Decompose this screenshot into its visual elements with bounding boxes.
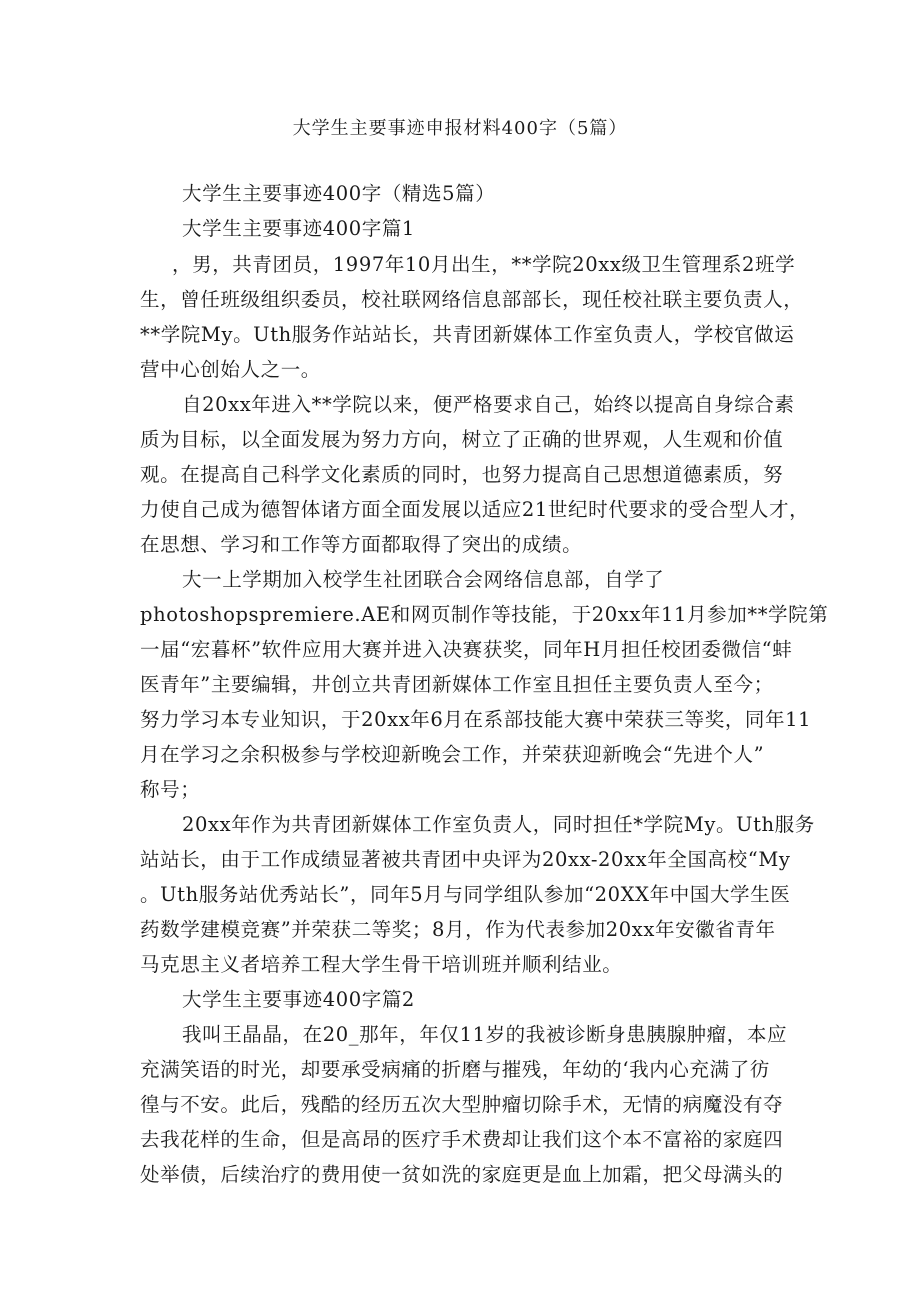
paragraph-line: photoshopspremiere.AE和网页制作等技能，于20xx年11月参加**学院第 xyxy=(140,603,829,626)
paragraph-line: 处举债，后续治疗的费用使一贫如洗的家庭更是血上加霜，把父母满头的 xyxy=(140,1163,784,1186)
paragraph-line: 月在学习之余积极参与学校迎新晚会工作，并荣获迎新晚会“先进个人” xyxy=(140,743,765,766)
document-title: 大学生主要事迹申报材料400字（5篇） xyxy=(292,118,628,139)
paragraph-line: 医青年”主要编辑，井创立共青团新媒体工作室且担任主要负责人至今； xyxy=(140,673,774,696)
section-heading-1: 大学生主要事迹400字篇1 xyxy=(182,217,415,240)
paragraph-line: 20xx年作为共青团新媒体工作室负责人，同时担任*学院My。Uth服务 xyxy=(182,813,815,836)
paragraph-line: 观。在提高自己科学文化素质的同时，也努力提高自己思想道德素质，努 xyxy=(140,463,784,486)
paragraph-line: 自20xx年进入**学院以来，便严格要求自己，始终以提高自身综合素 xyxy=(182,393,795,416)
paragraph-line: 站站长，由于工作成绩显著被共青团中央评为20xx-20xx年全国高校“My xyxy=(140,848,791,871)
paragraph-line: 药数学建模竞赛”并荣获二等奖；8月，作为代表参加20xx年安徽省青年 xyxy=(140,918,776,941)
paragraph-line: 去我花样的生命，但是高昂的医疗手术费却让我们这个本不富裕的家庭四 xyxy=(140,1128,784,1151)
paragraph-line: 马克思主义者培养工程大学生骨干培训班并顺利结业。 xyxy=(140,953,623,976)
paragraph-line: 质为目标，以全面发展为努力方向，树立了正确的世界观，人生观和价值 xyxy=(140,428,784,451)
subtitle: 大学生主要事迹400字（精选5篇） xyxy=(182,182,496,205)
paragraph-line: **学院My。Uth服务作站站长，共青团新媒体工作室负责人，学校官做运 xyxy=(140,323,795,346)
paragraph-line: 称号； xyxy=(140,778,201,801)
paragraph-line: 大一上学期加入校学生社团联合会网络信息部，自学了 xyxy=(182,568,665,591)
paragraph-line: 。Uth服务站优秀站长”，同年5月与同学组队参加“20XX年中国大学生医 xyxy=(140,883,791,906)
paragraph-line: 努力学习本专业知识，于20xx年6月在系部技能大赛中荣获三等奖，同年11 xyxy=(140,708,812,731)
section-heading-2: 大学生主要事迹400字篇2 xyxy=(182,988,415,1011)
paragraph-line: 徨与不安。此后，残酷的经历五次大型肿瘤切除手术，无情的病魔没有夺 xyxy=(140,1093,784,1116)
paragraph-line: 充满笑语的时光，却要承受病痛的折磨与摧残，年幼的‘我内心充满了彷 xyxy=(140,1058,770,1081)
paragraph-line: 一届“宏暮杯”软件应用大赛并进入决赛获奖，同年H月担任校团委微信“蚌 xyxy=(140,638,793,661)
paragraph-line: ，男，共青团员，1997年10月出生，**学院20xx级卫生管理系2班学 xyxy=(172,253,796,276)
paragraph-line: 营中心创始人之一。 xyxy=(140,358,321,381)
paragraph-line: 我叫王晶晶，在20_那年，年仅11岁的我被诊断身患胰腺肿瘤，本应 xyxy=(182,1023,788,1046)
paragraph-line: 力使自己成为德智体诸方面全面发展以适应21世纪时代要求的受合型人才， xyxy=(140,498,810,521)
paragraph-line: 在思想、学习和工作等方面都取得了突出的成绩。 xyxy=(140,533,583,556)
paragraph-line: 生，曾任班级组织委员，校社联网络信息部部长，现任校社联主要负责人， xyxy=(140,288,804,311)
